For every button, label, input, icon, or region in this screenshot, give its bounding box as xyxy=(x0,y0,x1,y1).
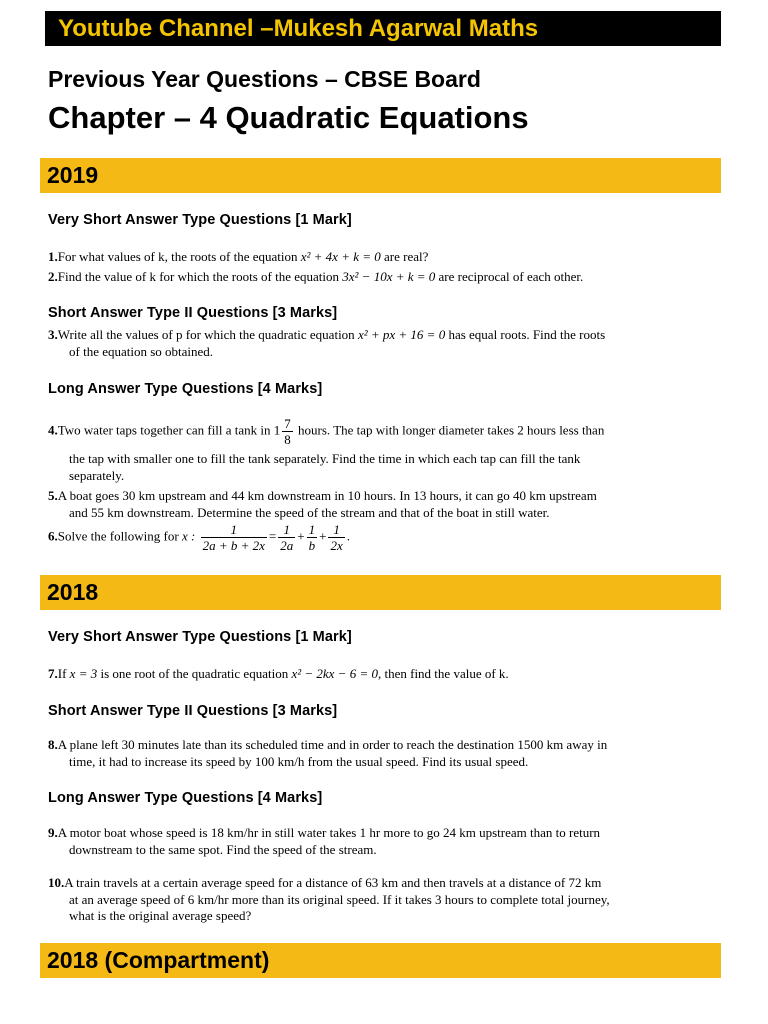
variable: x : xyxy=(181,528,196,544)
equation: x = 3 xyxy=(69,666,98,681)
fraction-numerator: 1 xyxy=(201,522,267,538)
question-text: A motor boat whose speed is 18 km/hr in still water takes 1 hr more to go 24 km upstream than to return xyxy=(57,825,601,840)
question-9 xyxy=(48,825,728,858)
section-heading-very-short-2019: Very Short Answer Type Questions [1 Mark] xyxy=(48,212,352,228)
equation: x² + px + 16 = 0 xyxy=(357,327,446,342)
question-text: what is the original average speed? xyxy=(69,908,252,923)
mixed-number-whole: 1 xyxy=(273,422,281,438)
year-heading-2018 xyxy=(40,575,721,610)
fraction-numerator: 1 xyxy=(308,522,316,537)
channel-banner-text: Youtube Channel –Mukesh Agarwal Maths xyxy=(58,15,539,42)
question-text: has equal roots. Find the roots xyxy=(448,327,606,342)
question-4 xyxy=(48,416,728,484)
fraction xyxy=(328,522,344,553)
question-text: A train travels at a certain average speed for a distance of 63 km and then travels at a distance of 72 km xyxy=(64,875,602,890)
equation: x² + 4x + k = 0 xyxy=(300,249,381,264)
fraction-denominator: 2x xyxy=(330,538,343,553)
question-8 xyxy=(48,737,728,770)
question-number: 8. xyxy=(48,737,58,752)
fraction-denominator: 2a xyxy=(280,538,294,553)
question-text: If xyxy=(57,666,67,681)
question-5 xyxy=(48,488,728,521)
year-heading-2018-compartment xyxy=(40,943,721,978)
fraction xyxy=(201,522,267,553)
question-text: Write all the values of p for which the quadratic equation xyxy=(57,327,355,342)
question-text: of the equation so obtained. xyxy=(69,343,214,359)
question-text: at an average speed of 6 km/hr more than its original speed. If it takes 3 hours to complete total journey, xyxy=(69,891,610,907)
question-text: Two water taps together can fill a tank in xyxy=(57,422,271,438)
question-text: , then find the value of k. xyxy=(377,666,509,681)
question-text: are real? xyxy=(384,249,429,264)
question-text: A plane left 30 minutes late than its scheduled time and in order to reach the destination 1500 km away in xyxy=(57,737,608,752)
plus-sign: + xyxy=(297,528,305,544)
year-heading-2019 xyxy=(40,158,721,193)
fraction xyxy=(307,522,318,553)
question-text: separately. xyxy=(69,467,125,483)
question-text: Solve the following for xyxy=(57,528,179,544)
question-text: and 55 km downstream. Determine the speed of the stream and that of the boat in still water. xyxy=(69,504,550,520)
section-heading-short-2018: Short Answer Type II Questions [3 Marks] xyxy=(48,703,338,719)
fraction-denominator: b xyxy=(308,538,316,553)
question-text: are reciprocal of each other. xyxy=(438,269,584,284)
period: . xyxy=(346,528,350,544)
fraction-numerator: 1 xyxy=(328,522,344,538)
question-number: 6. xyxy=(48,528,58,544)
section-heading-very-short-2018: Very Short Answer Type Questions [1 Mark] xyxy=(48,629,352,645)
fraction-numerator: 7 xyxy=(284,416,291,431)
question-text: downstream to the same spot. Find the speed of the stream. xyxy=(69,841,377,857)
question-number: 3. xyxy=(48,327,58,342)
fraction-denominator: 2a + b + 2x xyxy=(202,538,265,553)
question-2 xyxy=(48,269,728,286)
question-number: 2. xyxy=(48,269,58,284)
mixed-number-fraction xyxy=(282,416,293,447)
section-heading-short-2019: Short Answer Type II Questions [3 Marks] xyxy=(48,305,338,321)
channel-banner xyxy=(45,11,721,46)
question-number: 1. xyxy=(48,249,58,264)
question-text: hours. The tap with longer diameter takes 2 hours less than xyxy=(298,422,605,438)
section-heading-long-2018: Long Answer Type Questions [4 Marks] xyxy=(48,790,323,806)
question-1 xyxy=(48,249,728,266)
question-text: A boat goes 30 km upstream and 44 km downstream in 10 hours. In 13 hours, it can go 40 km upstream xyxy=(57,488,597,503)
year-label: 2018 xyxy=(47,579,99,605)
question-number: 4. xyxy=(48,422,58,438)
equals-sign: = xyxy=(268,528,277,544)
question-7 xyxy=(48,666,728,683)
question-10 xyxy=(48,875,728,925)
fraction-numerator: 1 xyxy=(278,522,295,538)
question-number: 7. xyxy=(48,666,58,681)
section-heading-long-2019: Long Answer Type Questions [4 Marks] xyxy=(48,381,323,397)
equation: 3x² − 10x + k = 0 xyxy=(342,269,436,284)
question-text: the tap with smaller one to fill the tank separately. Find the time in which each tap can fill the tank xyxy=(69,451,581,466)
page-subtitle: Previous Year Questions – CBSE Board xyxy=(48,66,481,92)
plus-sign: + xyxy=(319,528,327,544)
fraction-denominator: 8 xyxy=(284,432,291,447)
fraction xyxy=(278,522,295,553)
question-text: time, it had to increase its speed by 100 km/h from the usual speed. Find its usual speed. xyxy=(69,753,529,769)
year-label: 2018 (Compartment) xyxy=(47,947,270,973)
equation: x² − 2kx − 6 = 0 xyxy=(291,666,378,681)
question-text: For what values of k, the roots of the equation xyxy=(57,249,298,264)
question-number: 10. xyxy=(48,875,65,890)
question-number: 9. xyxy=(48,825,58,840)
question-text: is one root of the quadratic equation xyxy=(100,666,289,681)
page-title: Chapter – 4 Quadratic Equations xyxy=(48,100,529,135)
question-text: Find the value of k for which the roots of the equation xyxy=(57,269,339,284)
year-label: 2019 xyxy=(47,162,99,188)
question-number: 5. xyxy=(48,488,58,503)
question-6 xyxy=(48,522,728,553)
question-3 xyxy=(48,327,728,360)
